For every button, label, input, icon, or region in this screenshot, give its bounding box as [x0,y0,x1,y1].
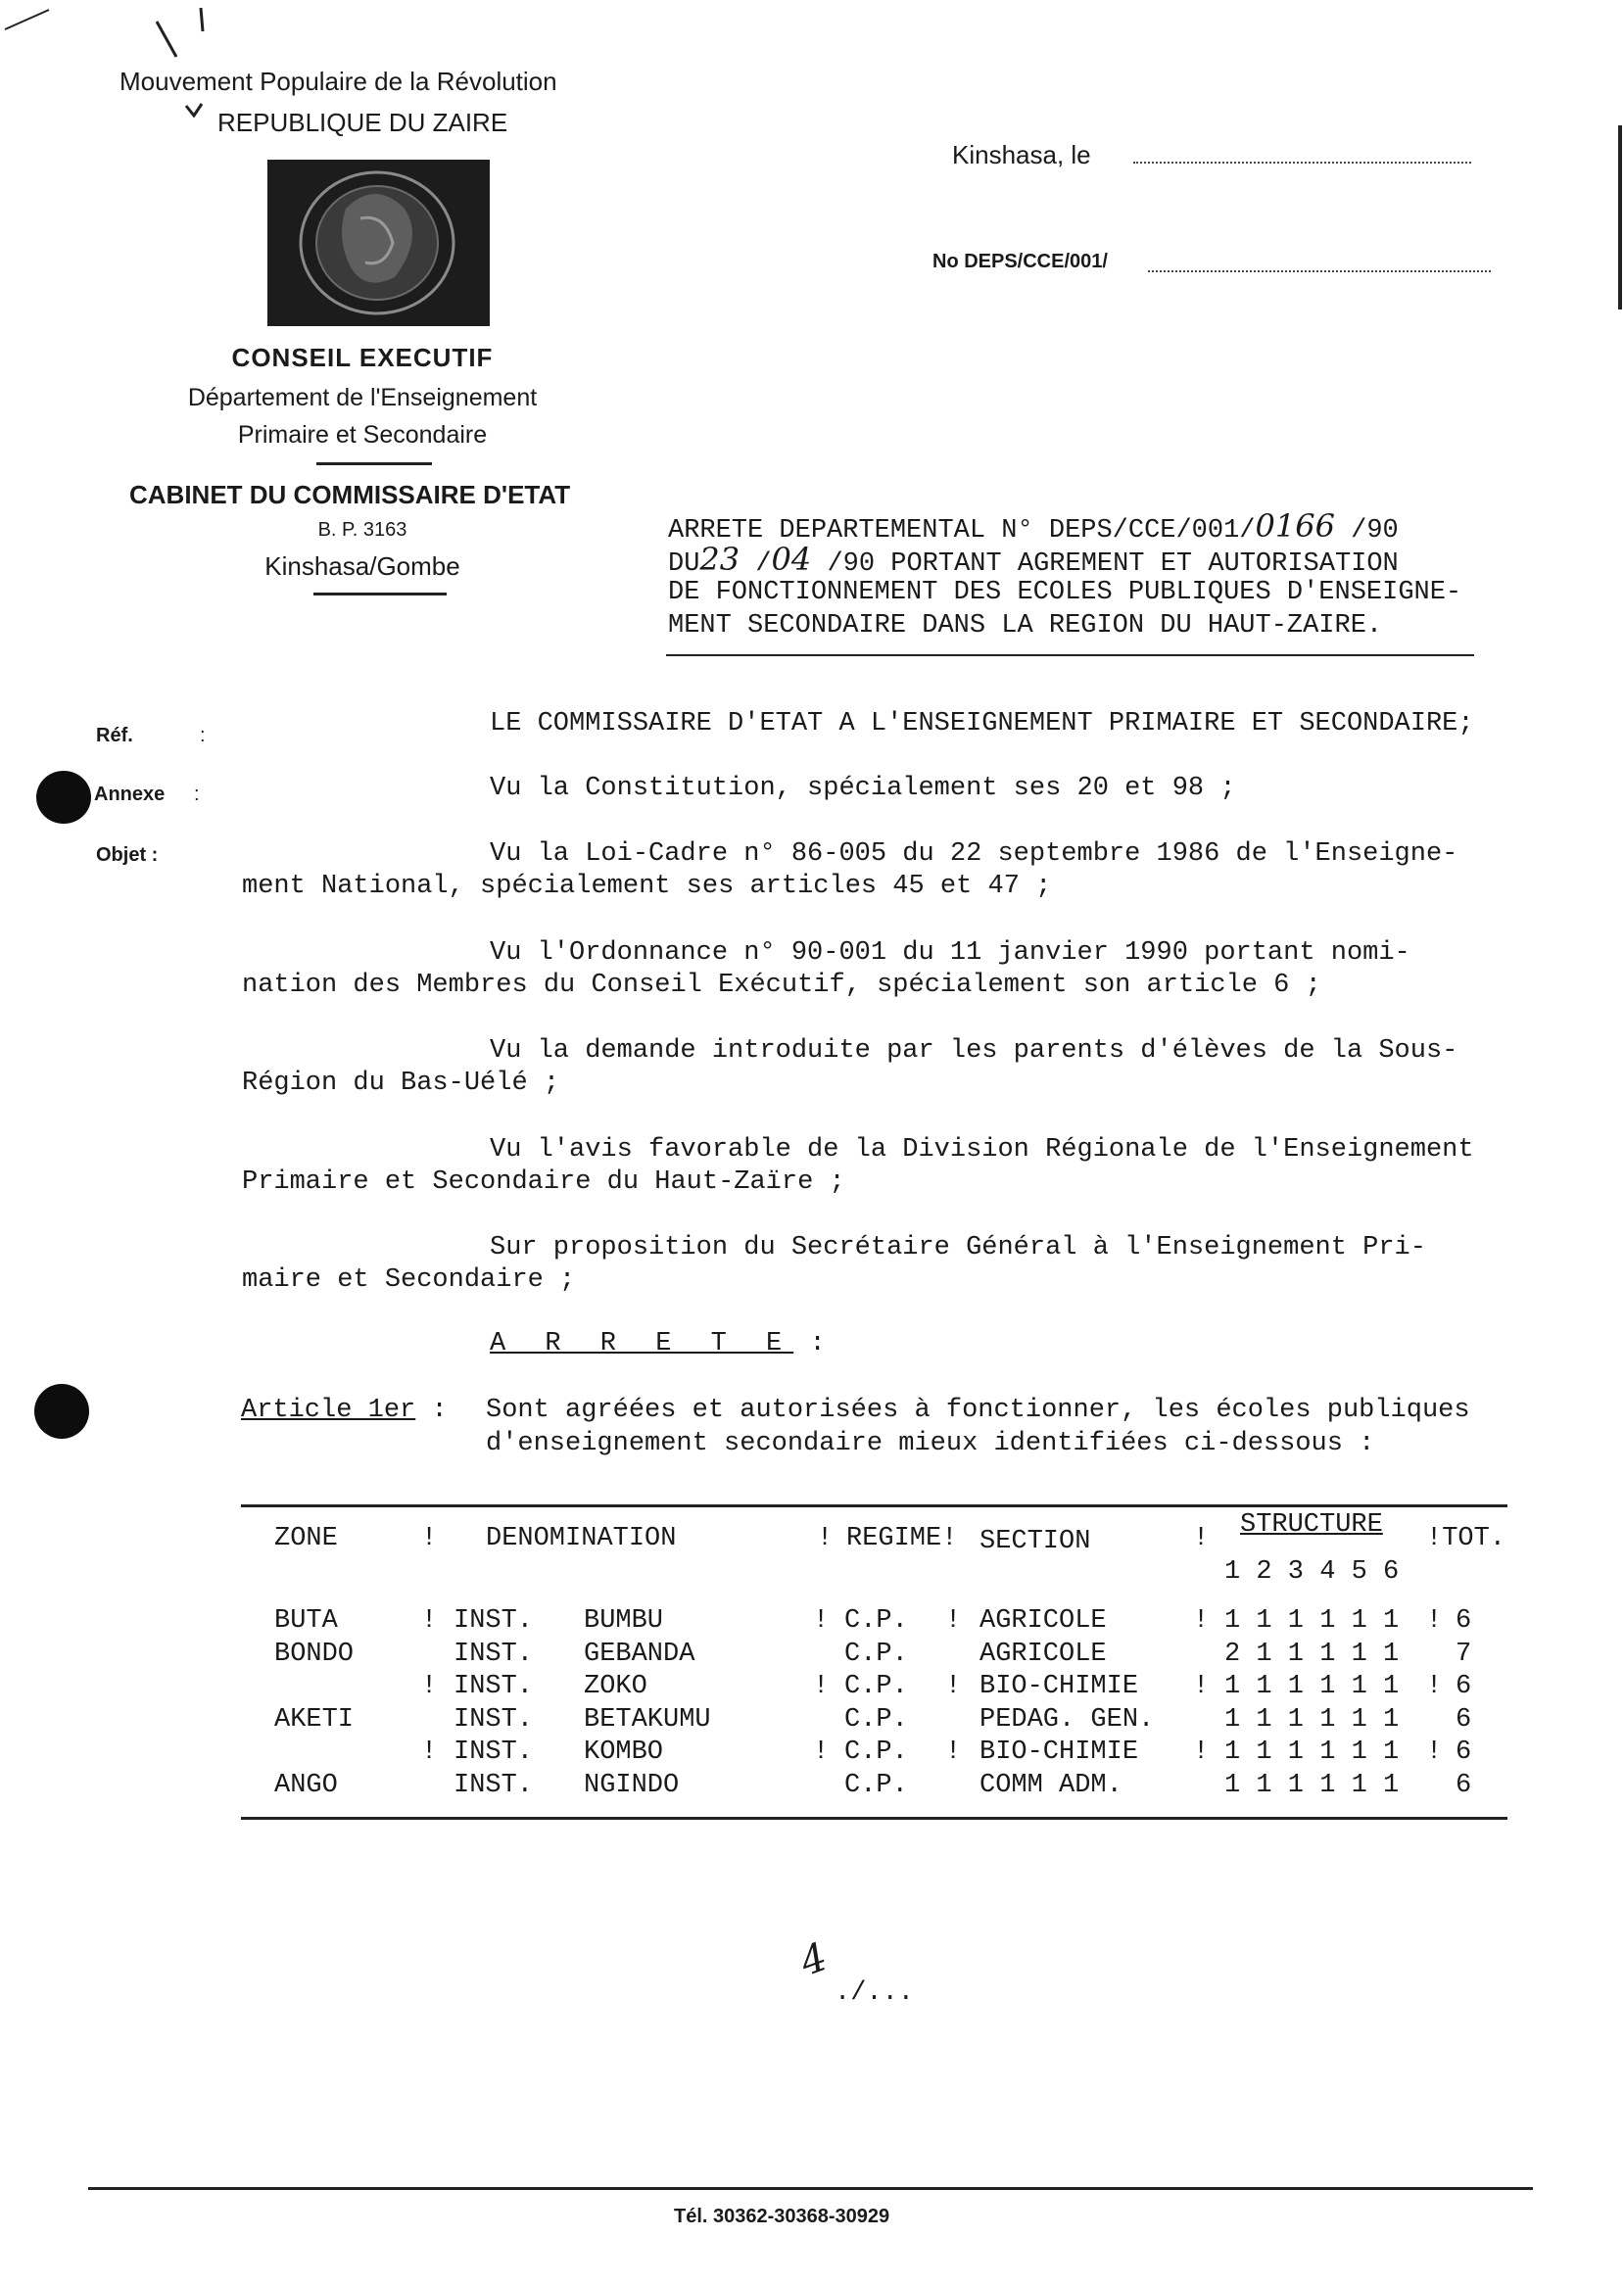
header-zone: ZONE [274,1524,338,1553]
row-separator: ! [1193,1672,1210,1701]
po-box: B. P. 3163 [317,519,407,541]
vu-loi-cadre-line-2: ment National, spécialement ses articles 45 et 47 ; [242,872,1052,901]
article-colon: : [431,1396,448,1425]
decree-title-line-4: MENT SECONDAIRE DANS LA REGION DU HAUT-ZAIRE. [668,611,1383,641]
continued-marker: ./... [835,1978,915,2008]
date-separator: / [755,549,772,579]
department-line-1: Département de l'Enseignement [187,384,538,411]
row-zone: ANGO [274,1770,338,1800]
org-line-2: REPUBLIQUE DU ZAIRE [217,108,508,137]
vu-ordonnance-line-1: Vu l'Ordonnance n° 90-001 du 11 janvier 1990 portant nomi- [490,938,1410,968]
vu-loi-cadre-line-1: Vu la Loi-Cadre n° 86-005 du 22 septembre 1986 de l'Enseigne- [490,839,1458,869]
header-structure-bang: ! [1193,1524,1210,1553]
city: Kinshasa/Gombe [264,551,460,581]
row-regime: C.P. [844,1672,908,1701]
handwritten-mark: 4 [793,1934,834,1985]
row-separator: ! [945,1672,962,1701]
decree-year: /90 [1351,516,1399,546]
row-separator: ! [1426,1606,1443,1636]
row-separator: ! [421,1738,438,1767]
org-line-1: Mouvement Populaire de la Révolution [119,67,557,96]
row-zone: AKETI [274,1704,355,1735]
row-zone: BONDO [274,1639,355,1669]
row-regime: C.P. [844,1639,908,1669]
arrete-word: A R R E T E [490,1329,794,1358]
row-type: INST. [454,1770,534,1800]
row-type: INST. [454,1738,534,1767]
row-total: 6 [1456,1672,1472,1701]
row-section: AGRICOLE [979,1606,1107,1636]
row-section: COMM ADM. [979,1770,1122,1800]
row-section: AGRICOLE [979,1639,1107,1669]
article-number: Article 1er [241,1396,416,1425]
header-regime: REGIME! [846,1524,958,1553]
council-title: CONSEIL EXECUTIF [231,343,494,372]
row-structure: 1 1 1 1 1 1 [1224,1704,1400,1735]
arrete-heading [490,1327,826,1360]
row-name: GEBANDA [584,1639,695,1669]
row-separator: ! [1193,1738,1210,1767]
row-total: 6 [1456,1606,1472,1636]
ref-colon: : [200,725,206,746]
row-regime: C.P. [844,1770,908,1800]
vu-constitution: Vu la Constitution, spécialement ses 20 et 98 ; [490,774,1236,803]
article-text-line-1: Sont agréées et autorisées à fonctionner, les écoles publiques [486,1396,1470,1425]
vu-demande-line-1: Vu la demande introduite par les parents d'élèves de la Sous- [490,1036,1458,1066]
row-name: BETAKUMU [584,1704,711,1735]
table-bottom-rule [241,1817,1507,1820]
header-denomination: DENOMINATION [486,1524,677,1553]
row-total: 6 [1456,1738,1472,1767]
decree-title-rest: /90 PORTANT AGREMENT ET AUTORISATION [827,549,1399,579]
row-name: BUMBU [584,1606,664,1636]
row-total: 6 [1456,1704,1472,1735]
footer-phone: Tél. 30362-30368-30929 [674,2206,890,2227]
handwritten-decree-number: 0166 [1255,507,1335,545]
date-field [1133,162,1471,164]
vu-avis-line-2: Primaire et Secondaire du Haut-Zaïre ; [242,1167,845,1197]
divider [313,593,447,595]
header-section: SECTION [979,1527,1091,1556]
ref-no-label: No DEPS/CCE/001/ [932,251,1108,272]
row-separator: ! [421,1606,438,1636]
row-type: INST. [454,1606,534,1636]
divider [316,462,432,465]
header-structure: STRUCTURE [1240,1510,1383,1540]
row-section: BIO-CHIMIE [979,1672,1139,1701]
header-years: 1 2 3 4 5 6 [1224,1557,1400,1587]
row-regime: C.P. [844,1738,908,1767]
handwritten-day: 23 [699,541,740,578]
decree-du: DU [668,549,700,579]
department-line-2: Primaire et Secondaire [237,421,488,449]
decree-prefix: ARRETE DEPARTEMENTAL N° DEPS/CCE/001/ [668,516,1256,546]
row-name: ZOKO [584,1672,647,1701]
header-sep: ! [421,1524,438,1553]
row-separator: ! [1426,1738,1443,1767]
row-zone: BUTA [274,1606,338,1636]
row-type: INST. [454,1639,534,1669]
row-regime: C.P. [844,1606,908,1636]
commissioner-line: LE COMMISSAIRE D'ETAT A L'ENSEIGNEMENT PRIMAIRE ET SECONDAIRE; [490,709,1474,738]
vu-ordonnance-line-2: nation des Membres du Conseil Exécutif, spécialement son article 6 ; [242,971,1321,1000]
row-type: INST. [454,1672,534,1701]
punch-hole [36,771,91,824]
sur-proposition-line-2: maire et Secondaire ; [242,1265,576,1295]
row-separator: ! [813,1672,830,1701]
sur-proposition-line-1: Sur proposition du Secrétaire Général à l'Enseignement Pri- [490,1233,1426,1262]
row-name: KOMBO [584,1738,664,1767]
row-separator: ! [421,1672,438,1701]
table-top-rule [241,1504,1507,1507]
footer-rule [88,2187,1533,2190]
row-section: BIO-CHIMIE [979,1738,1139,1767]
row-structure: 1 1 1 1 1 1 [1224,1672,1400,1701]
article-label [241,1394,448,1427]
row-separator: ! [1193,1606,1210,1636]
row-structure: 1 1 1 1 1 1 [1224,1770,1400,1800]
row-separator: ! [945,1606,962,1636]
article-text-line-2: d'enseignement secondaire mieux identifiées ci-dessous : [486,1429,1375,1458]
header-tot: !TOT. [1426,1524,1506,1553]
pen-marks [0,0,225,118]
row-section: PEDAG. GEN. [979,1704,1155,1735]
row-name: NGINDO [584,1770,680,1800]
row-type: INST. [454,1704,534,1735]
ref-no-field [1148,270,1491,272]
row-total: 7 [1456,1639,1472,1669]
row-total: 6 [1456,1770,1472,1800]
punch-hole [34,1384,89,1439]
national-emblem [267,160,490,326]
row-structure: 1 1 1 1 1 1 [1224,1606,1400,1636]
ref-label: Réf. [96,725,133,746]
decree-title-line-3: DE FONCTIONNEMENT DES ECOLES PUBLIQUES D'ENSEIGNE- [668,578,1462,607]
row-structure: 2 1 1 1 1 1 [1224,1639,1400,1669]
page-edge-mark [1618,125,1622,309]
row-structure: 1 1 1 1 1 1 [1224,1738,1400,1767]
header-sep: ! [817,1524,834,1553]
row-separator: ! [945,1738,962,1767]
handwritten-month: 04 [771,541,812,578]
cabinet-title: CABINET DU COMMISSAIRE D'ETAT [129,480,571,509]
vu-demande-line-2: Région du Bas-Uélé ; [242,1069,560,1098]
row-regime: C.P. [844,1704,908,1735]
objet-label: Objet : [96,844,159,866]
annexe-colon: : [194,784,200,805]
vu-avis-line-1: Vu l'avis favorable de la Division Régionale de l'Enseignement [490,1135,1474,1165]
title-underline [666,654,1474,656]
row-separator: ! [1426,1672,1443,1701]
arrete-colon: : [809,1329,826,1358]
place-date-label: Kinshasa, le [952,140,1091,169]
annexe-label: Annexe [94,784,166,805]
row-separator: ! [813,1606,830,1636]
row-separator: ! [813,1738,830,1767]
